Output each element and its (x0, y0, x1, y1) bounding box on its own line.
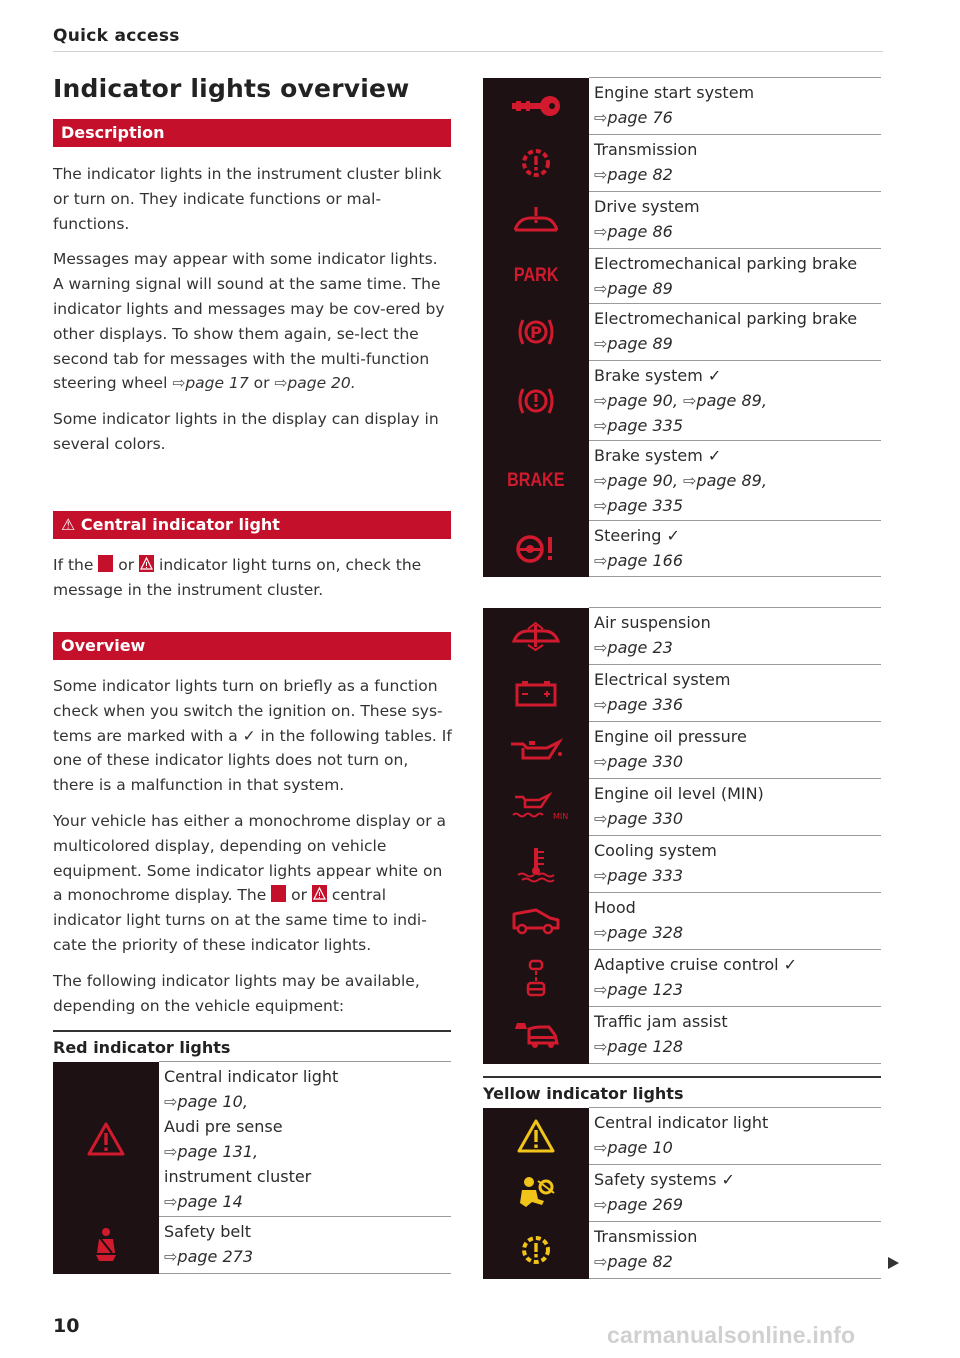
description-p1: The indicator lights in the instrument cluster blink or turn on. They indicate functions or mal-functions. (53, 165, 442, 233)
page-ref-link[interactable]: ⇨page 123 (594, 980, 683, 999)
page-ref-link[interactable]: ⇨page 86 (594, 222, 673, 241)
next-page-arrow-icon[interactable] (886, 1255, 900, 1274)
warning-triangle-icon (483, 1108, 589, 1165)
brake-text-icon (483, 441, 589, 521)
red-lights-table-2 (483, 607, 881, 1064)
row-name: Electrical system (594, 670, 731, 689)
table-row (483, 361, 881, 441)
page-ref-link[interactable]: ⇨page 330 (594, 809, 683, 828)
overview-p2 (53, 809, 453, 958)
coolant-icon (483, 836, 589, 893)
table-row (53, 1217, 451, 1274)
overview-p2-a: Your vehicle has either a monochrome display or a multicolored display, depending on vehicle equipment. Some indicator lights appear white on a monochrome display. The (53, 811, 447, 905)
description-p3: Some indicator lights in the display can display in several colors. (53, 410, 439, 453)
table-row (53, 1062, 451, 1217)
overview-p1: Some indicator lights turn on briefly as a function check when you switch the ignition on. These sys-tems are marked with a ✓ in the following tables. If one of these indicator lights does not turn on, there is a malfunction in that system. (53, 677, 452, 795)
warning-triangle-icon (53, 1062, 159, 1217)
header-rule (53, 51, 883, 52)
red-square-icon (271, 885, 286, 902)
steering-icon (483, 521, 589, 577)
description-text (53, 162, 453, 457)
airbag-icon (483, 1165, 589, 1222)
page-ref-link[interactable]: ⇨page 131, (164, 1142, 259, 1161)
central-text-2: or (118, 556, 135, 574)
page-ref-link[interactable]: ⇨page 89 (594, 279, 673, 298)
central-text-3: indicator light turns on, check the message in the instrument cluster. (53, 556, 422, 599)
overview-p3: The following indicator lights may be available, depending on the vehicle equipment: (53, 971, 420, 1015)
page-ref-link[interactable]: ⇨page 23 (594, 638, 673, 657)
oil-level-icon (483, 779, 589, 836)
watermark: carmanualsonline.info (607, 1322, 856, 1348)
table-row (483, 1222, 881, 1279)
red-square-icon (98, 555, 113, 572)
warning-icon: ⚠ (61, 515, 76, 534)
row-name: Air suspension (594, 613, 711, 632)
table-row (483, 1108, 881, 1165)
red-lights-table (53, 1061, 451, 1274)
table-row (483, 78, 881, 135)
row-name: Engine oil level (MIN) (594, 784, 764, 803)
yellow-lights-heading: Yellow indicator lights (483, 1076, 881, 1103)
table-row (483, 135, 881, 192)
oil-can-icon (483, 722, 589, 779)
row-name: Transmission (594, 1227, 698, 1246)
drive-system-icon (483, 192, 589, 249)
table-row (483, 304, 881, 361)
page-ref-link[interactable]: ⇨page 10, (164, 1092, 248, 1111)
brake-label: BRAKE (507, 469, 565, 491)
page-ref-link[interactable]: ⇨page 333 (594, 866, 683, 885)
page-ref-link[interactable]: ⇨page 14 (164, 1192, 243, 1211)
row-name: Safety systems ✓ (594, 1170, 735, 1189)
hood-icon (483, 893, 589, 950)
page-ref-link[interactable]: ⇨page 328 (594, 923, 683, 942)
row-name: Steering ✓ (594, 526, 680, 545)
row-name: Traffic jam assist (594, 1012, 728, 1031)
table-row (483, 722, 881, 779)
table-row (483, 521, 881, 577)
row-name: Cooling system (594, 841, 717, 860)
cruise-control-icon (483, 950, 589, 1007)
overview-p2-b: or (291, 886, 307, 905)
table-row (483, 249, 881, 304)
page-ref-link[interactable]: ⇨page 76 (594, 108, 673, 127)
page-ref-link[interactable]: page 17 (185, 374, 249, 393)
row-name: Transmission (594, 140, 698, 159)
row-name: Hood (594, 898, 636, 917)
arrow-icon: ⇨ (172, 374, 186, 393)
page-ref-link[interactable]: ⇨page 330 (594, 752, 683, 771)
description-heading: Description (53, 119, 451, 147)
row-name: Brake system ✓ (594, 366, 722, 385)
page-ref-link[interactable]: ⇨page 89 (594, 334, 673, 353)
park-text-icon (483, 249, 589, 304)
row-name: Engine start system (594, 83, 755, 102)
page-number: 10 (53, 1315, 80, 1337)
row-name: instrument cluster (164, 1167, 312, 1186)
parking-brake-p-icon (483, 304, 589, 361)
row-name: Central indicator light (594, 1113, 769, 1132)
row-name: Brake system ✓ (594, 446, 722, 465)
row-name: Engine oil pressure (594, 727, 747, 746)
page-ref-link[interactable]: ⇨page 269 (594, 1195, 683, 1214)
page-ref-link[interactable]: ⇨page 166 (594, 551, 683, 570)
warning-triangle-chip-icon (312, 885, 327, 902)
arrow-icon: ⇨ (274, 374, 288, 393)
page-ref-link[interactable]: ⇨page 10 (594, 1138, 673, 1157)
table-row (483, 893, 881, 950)
description-p2 (53, 247, 453, 396)
central-indicator-text (53, 553, 453, 603)
svg-text:P: P (530, 323, 542, 342)
warning-triangle-chip-icon (139, 555, 154, 572)
page-ref-link[interactable]: ⇨page 82 (594, 165, 673, 184)
page-ref-link[interactable]: page 20. (287, 374, 356, 393)
table-row (483, 1165, 881, 1222)
page-ref-link[interactable]: ⇨page 82 (594, 1252, 673, 1271)
table-row (483, 441, 881, 521)
overview-text (53, 674, 453, 1018)
table-row (483, 779, 881, 836)
row-name: Audi pre sense (164, 1117, 283, 1136)
park-label: PARK (513, 265, 559, 286)
row-name: Safety belt (164, 1222, 251, 1241)
table-row (483, 950, 881, 1007)
page-ref-link[interactable]: ⇨page 273 (164, 1247, 253, 1266)
key-icon (483, 78, 589, 135)
brake-exclamation-icon (483, 361, 589, 441)
red-row-1-text (159, 1062, 451, 1217)
page-title: Indicator lights overview (53, 74, 410, 103)
row-name: Adaptive cruise control ✓ (594, 955, 798, 974)
central-heading-text: Central indicator light (80, 515, 280, 534)
overview-heading: Overview (53, 632, 451, 660)
central-indicator-heading (53, 511, 451, 539)
overview-p2-c: central indicator light turns on at the same time to indi-cate the priority of these indicator lights. (53, 886, 427, 954)
running-header: Quick access (53, 26, 180, 46)
transmission-gear-icon (483, 1222, 589, 1279)
or-text: or (253, 374, 270, 393)
table-row (483, 836, 881, 893)
table-row (483, 608, 881, 665)
battery-icon (483, 665, 589, 722)
page-ref-link[interactable]: ⇨page 90, ⇨page 89, (594, 471, 767, 490)
svg-text:MIN: MIN (553, 812, 569, 821)
row-name: Electromechanical parking brake (594, 309, 858, 328)
table-row (483, 192, 881, 249)
description-p2-text: Messages may appear with some indicator lights. A warning signal will sound at the same time. The indicator lights and messages may be cov-ered by other displays. To show them again, se-lect the second tab for messages with the multi-function steering wheel (53, 250, 445, 393)
yellow-lights-table (483, 1107, 881, 1279)
page-ref-link[interactable]: ⇨page 335 (594, 416, 683, 435)
row-name: Central indicator light (164, 1067, 339, 1086)
page-ref-link[interactable]: ⇨page 335 (594, 496, 683, 515)
central-text-1: If the (53, 556, 94, 574)
table-row (483, 1007, 881, 1064)
red-lights-heading: Red indicator lights (53, 1030, 451, 1057)
air-suspension-icon (483, 608, 589, 665)
row-name: Drive system (594, 197, 700, 216)
traffic-jam-icon (483, 1007, 589, 1064)
red-row-2-text (159, 1217, 451, 1274)
table-row (483, 665, 881, 722)
page-ref-link[interactable]: ⇨page 90, ⇨page 89, (594, 391, 767, 410)
red-lights-table-continued (483, 77, 881, 577)
row-name: Electromechanical parking brake (594, 254, 858, 273)
seatbelt-icon (53, 1217, 159, 1274)
page-ref-link[interactable]: ⇨page 128 (594, 1037, 683, 1056)
page-ref-link[interactable]: ⇨page 336 (594, 695, 683, 714)
transmission-gear-icon (483, 135, 589, 192)
